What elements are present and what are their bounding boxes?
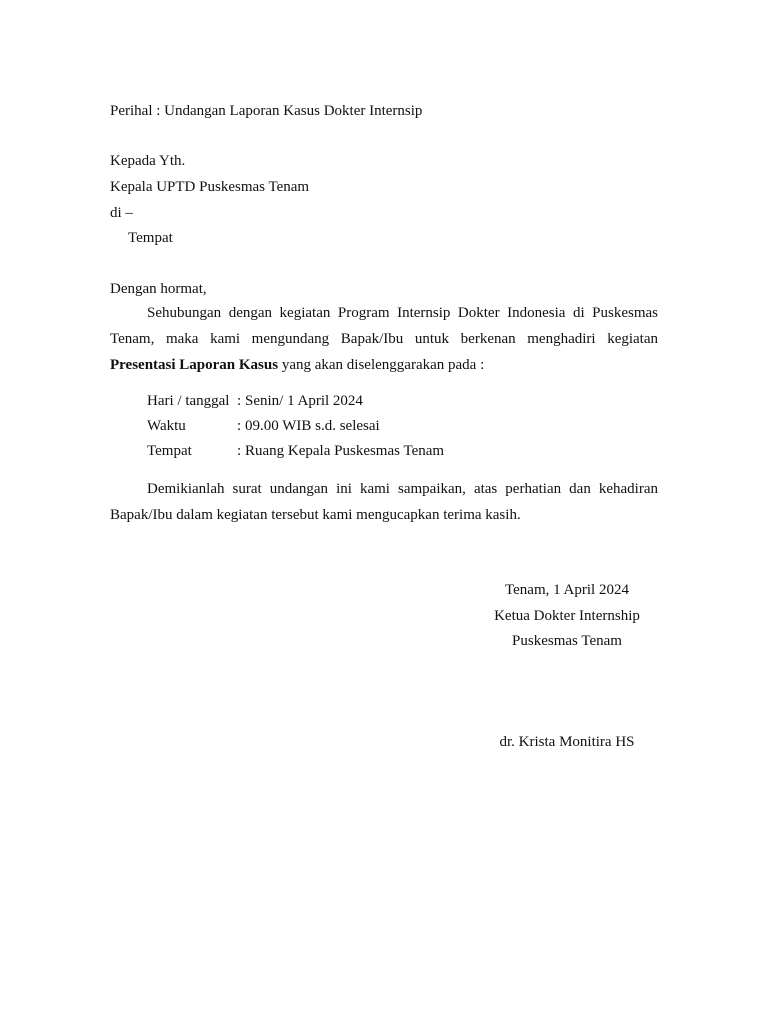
detail-value: Senin/ 1 April 2024 [245, 393, 363, 409]
greeting: Dengan hormat, [110, 281, 207, 297]
recipient-line-2: Kepala UPTD Puskesmas Tenam [110, 179, 310, 195]
detail-row-time [147, 416, 380, 436]
signature-name: dr. Krista Monitira HS [499, 734, 635, 750]
body-paragraph [110, 300, 658, 378]
signature-organization: Puskesmas Tenam [512, 633, 622, 649]
recipient-line-1: Kepada Yth. [110, 153, 186, 169]
detail-value: Ruang Kepala Puskesmas Tenam [245, 443, 445, 459]
detail-row-date [147, 391, 363, 411]
recipient-line-4: Tempat [128, 230, 173, 246]
recipient-line-3: di – [110, 205, 133, 221]
subject-line: Perihal : Undangan Laporan Kasus Dokter Internsip [110, 103, 423, 119]
signature-place-date: Tenam, 1 April 2024 [505, 582, 629, 598]
body-text-after: yang akan diselenggarakan pada : [278, 357, 485, 373]
detail-colon: : [237, 393, 242, 409]
body-text-before: Sehubungan dengan kegiatan Program Internsip Dokter Indonesia di Puskesmas Tenam, maka kami mengundang Bapak/Ibu untuk berkenan menghadiri kegiatan [110, 305, 658, 347]
detail-colon: : [237, 418, 242, 434]
detail-value: 09.00 WIB s.d. selesai [245, 418, 380, 434]
detail-label: Hari / tanggal [147, 393, 230, 409]
detail-label: Waktu [147, 418, 186, 434]
detail-row-place [147, 441, 444, 461]
detail-label: Tempat [147, 443, 192, 459]
closing-paragraph: Demikianlah surat undangan ini kami sampaikan, atas perhatian dan kehadiran Bapak/Ibu dalam kegiatan tersebut kami mengucapkan terima kasih. [110, 481, 658, 523]
detail-colon: : [237, 443, 242, 459]
signature-position: Ketua Dokter Internship [494, 608, 640, 624]
body-text-bold: Presentasi Laporan Kasus [110, 357, 279, 373]
